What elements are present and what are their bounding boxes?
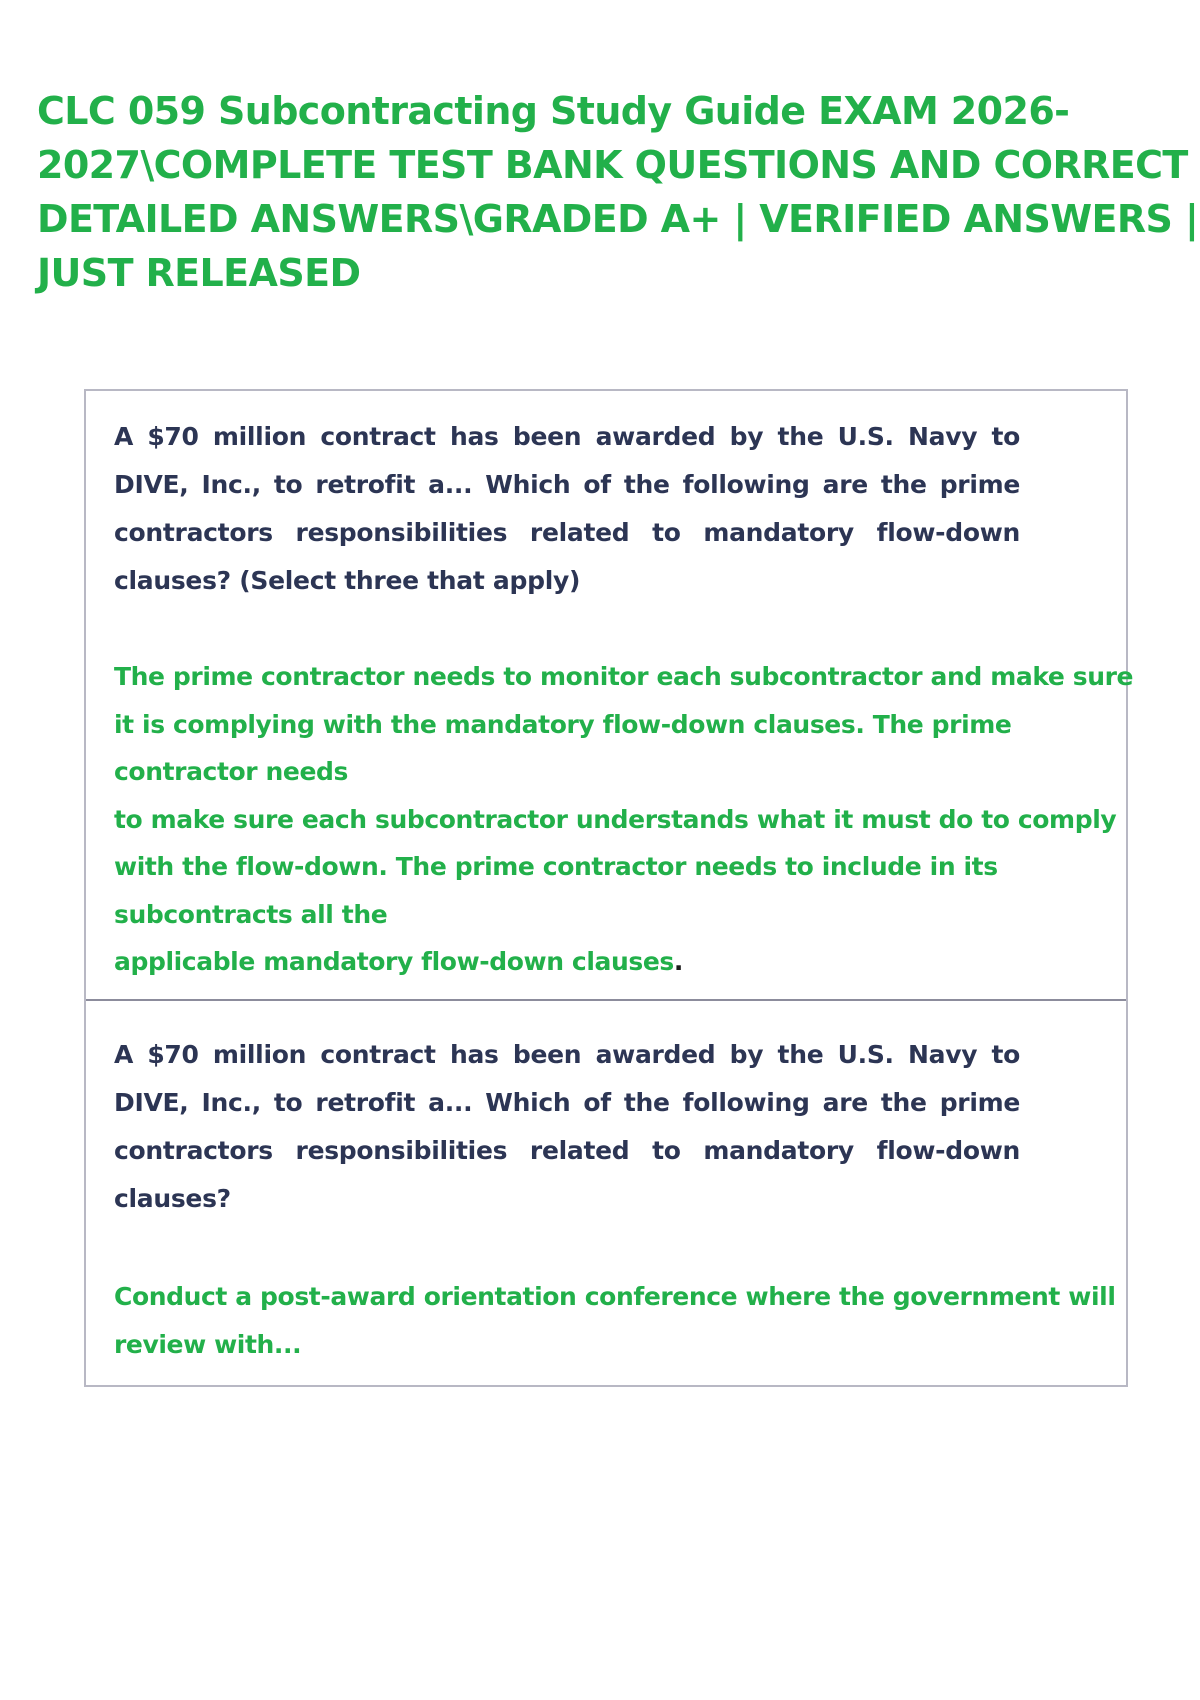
answer-line-text: applicable mandatory flow-down clauses — [114, 947, 674, 976]
qa-item — [86, 999, 1126, 1385]
answer-line: with the flow-down. The prime contractor needs to include in its — [114, 852, 998, 881]
answer-line: contractor needs — [114, 757, 349, 786]
answer-line: Conduct a post-award orientation conference where the government will — [114, 1282, 1116, 1311]
answer-text — [114, 1273, 1116, 1368]
answer-text — [114, 653, 1134, 986]
answer-line: subcontracts all the — [114, 899, 388, 929]
answer-line: review with... — [114, 1329, 302, 1359]
title-line: 2027\COMPLETE TEST BANK QUESTIONS AND CORRECT — [37, 143, 1188, 187]
answer-line — [114, 938, 1104, 986]
question-text: A $70 million contract has been awarded by the U.S. Navy to DIVE, Inc., to retrofit a... Which of the following are the prime contractors responsibilities related to mandatory flow-down clauses? — [114, 1040, 1020, 1213]
title-line: CLC 059 Subcontracting Study Guide EXAM 2026- — [37, 89, 1070, 133]
answer-line: to make sure each subcontractor understands what it must do to comply — [114, 804, 1117, 834]
question-text: A $70 million contract has been awarded by the U.S. Navy to DIVE, Inc., to retrofit a... Which of the following are the prime contractors responsibilities related to mandatory flow-down clauses? (Select three that apply) — [114, 422, 1020, 595]
answer-line: The prime contractor needs to monitor each subcontractor and make sure — [114, 662, 1134, 691]
qa-item — [86, 391, 1134, 999]
answer-line: it is complying with the mandatory flow-down clauses. The prime — [114, 709, 1012, 739]
qa-table — [84, 389, 1134, 1387]
answer-end-period: . — [673, 947, 683, 976]
title-line: DETAILED ANSWERS\GRADED A+ | VERIFIED ANSWERS | — [37, 197, 1199, 241]
page-title — [37, 84, 1199, 300]
title-line: JUST RELEASED — [37, 251, 361, 295]
